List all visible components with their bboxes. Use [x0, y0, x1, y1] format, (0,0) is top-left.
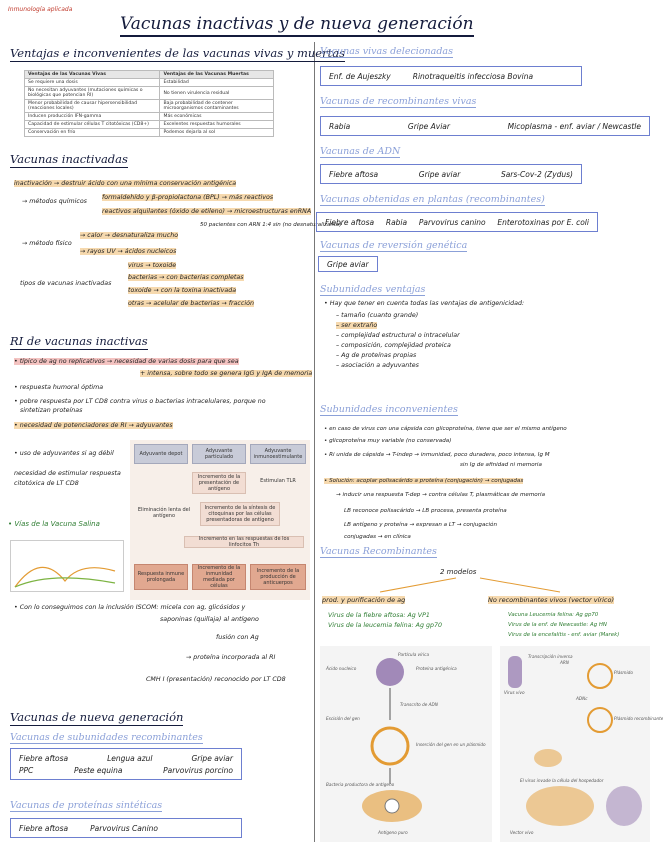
flow-box: Incremento en las respuestas de los linfocitos Th	[184, 536, 304, 548]
note-line: → método físico	[22, 240, 72, 247]
note-line: • uso de adyuvantes si ag débil	[14, 450, 114, 457]
adn-box	[320, 164, 582, 184]
flow-box: Incremento de la síntesis de citoquinas por las células presentadoras de antígeno	[200, 502, 280, 526]
note-line: tipos de vacunas inactivadas	[20, 280, 112, 287]
note-line: • Hay que tener en cuenta todas las ventajas de antigenicidad:	[324, 300, 525, 307]
table-row: Inducen producción IFN-gamma Más económicas	[25, 113, 274, 121]
note-line: CMH I (presentación) reconocido por LT CD8	[146, 676, 286, 683]
table-header: Ventajas de las Vacunas Muertas	[160, 71, 274, 79]
note-line: otras → acelular de bacterias → fracción	[128, 300, 254, 307]
adjuvant-flow-diagram	[130, 440, 310, 600]
nueva-generacion-heading: Vacunas de nueva generación	[10, 710, 184, 724]
vaccine-item: Parvovirus canino	[418, 217, 486, 227]
recombinantes-vivas-subheading: Vacunas de recombinantes vivas	[320, 96, 477, 107]
vaccine-item: Fiebre aftosa	[329, 169, 379, 179]
vaccine-item: Parvovirus Canino	[90, 823, 159, 833]
models-label: 2 modelos	[440, 568, 477, 576]
delecionadas-box	[320, 66, 582, 86]
note-line: → inducir una respuesta T-dep → contra células T, plasmáticas de memoria	[336, 492, 546, 498]
response-curve-figure	[10, 540, 124, 592]
note-line: LB reconoce polisacárido → LB procesa, presenta proteína	[344, 508, 507, 514]
note-line: bacterias → con bacterias completas	[128, 274, 244, 281]
branch-arrows	[360, 574, 620, 596]
note-line: – composición, complejidad proteica	[336, 342, 451, 349]
note-line: • típico de ag no replicativos → necesidad de varias dosis para que sea	[14, 358, 239, 365]
flow-box: Adyuvante depot	[134, 444, 188, 464]
note-line: citotóxica de LT CD8	[14, 480, 79, 487]
note-line: toxoide → con la toxina inactivada	[128, 287, 237, 294]
note-line: → métodos químicos	[22, 198, 87, 205]
note-line: fusión con Ag	[216, 634, 259, 641]
page-title: Vacunas inactivas y de nueva generación	[120, 14, 474, 37]
proteinas-subheading: Vacunas de proteínas sintéticas	[10, 800, 163, 811]
note-line: + intensa, sobre todo se genera IgG y IgA de memoria	[140, 370, 313, 377]
subunidades-subheading: Vacunas de subunidades recombinantes	[10, 732, 203, 743]
ventajas-heading: Ventajas e inconvenientes de las vacunas vivas y muertas	[10, 46, 345, 60]
note-line: → proteína incorporada al RI	[186, 654, 276, 661]
adn-subheading: Vacunas de ADN	[320, 146, 401, 157]
table-row: Conservación en frío Podemos dejarla al sol	[25, 129, 274, 137]
live-vector-figure: Virus vivo Transcripción inversa ARN ADNc Plásmido Plásmido recombinante El virus invade la célula del hospedador Vector vivo	[500, 646, 650, 842]
vaccine-item: Rabia	[385, 217, 408, 227]
table-row: Se requiere una dosis Estabilidad	[25, 79, 274, 87]
table-row: Capacidad de estimular células T citotóxicas (CD8+) Excelentes respuestas humorales	[25, 121, 274, 129]
note-line: • en caso de virus con una cápsida con glicoproteína, tiene que ser el mismo antígeno	[324, 426, 567, 432]
note-line: – complejidad estructural o intracelular	[336, 332, 460, 339]
note-line: 50 pacientes con ARN 1:4 sin (no desnaturalizante)	[200, 222, 342, 228]
note-line: → calor → desnaturaliza mucho	[80, 232, 179, 239]
flow-box: Adyuvante particulado	[192, 444, 246, 464]
vaccines-comparison-table	[24, 70, 274, 137]
note-line: Virus de la encefalitis - enf. aviar (Marek)	[508, 632, 620, 638]
vaccine-item: Micoplasma - enf. aviar / Newcastle	[507, 121, 641, 131]
flow-box: Incremento de la inmunidad mediada por células	[192, 564, 246, 590]
branch-left-label: prod. y purificación de ag	[322, 596, 406, 604]
note-line: Virus de la leucemia felina: Ag gp70	[328, 622, 442, 629]
note-line: • pobre respuesta por LT CD8 contra virus o bacterias intracelulares, porque no	[14, 398, 266, 405]
note-line: Virus de la fiebre aftosa: Ag VP1	[328, 612, 430, 619]
table-row: No necesitan adyuvantes (mutaciones químicas o biológicas que potencian RI) No tienen virulencia residual	[25, 87, 274, 100]
proteinas-box	[10, 818, 242, 838]
note-line: • Ri unida de cápsida → T-indep → inmunidad, poco duradera, poco intensa, Ig M	[324, 452, 550, 458]
flow-box: Respuesta inmune prolongada	[134, 564, 188, 590]
note-line: sin Ig de afinidad ni memoria	[460, 462, 542, 468]
flow-box: Incremento de la presentación de antígeno	[192, 472, 246, 494]
vaccine-item: PPC	[19, 765, 34, 775]
recombinant-production-figure: Partícula vírica Ácido nucleico Proteína antigénica Transcrito de ADN Escisión del gen Inserción del gen en un plásmido Bacteria productora de antígeno Antígeno puro	[320, 646, 492, 842]
recombinantes-vivas-box	[320, 116, 650, 136]
vaccine-item: Parvovirus porcino	[163, 765, 233, 775]
plantas-subheading: Vacunas obtenidas en plantas (recombinantes)	[320, 194, 545, 205]
flow-box: Adyuvante inmunoestimulante	[250, 444, 306, 464]
vaccine-item: Enf. de Aujeszky	[329, 71, 391, 81]
note-line: • glicoproteína muy variable (no conservada)	[324, 438, 452, 444]
vaccine-item: Fiebre aftosa	[325, 217, 375, 227]
vaccine-item: Rabia	[329, 121, 351, 131]
subunidades-inconvenientes-subheading: Subunidades inconvenientes	[320, 404, 458, 415]
note-line: Virus de la enf. de Newcastle: Ag HN	[508, 622, 607, 628]
curve-graphic	[11, 541, 123, 591]
note-line: – Ag de proteínas propias	[336, 352, 417, 359]
vaccine-item: Lengua azul	[107, 753, 153, 763]
note-line: necesidad de estimular respuesta	[14, 470, 121, 477]
note-line: • Solución: acoplar polisacárido a proteína (conjugación) → conjugadas	[324, 478, 524, 484]
note-line: inactivación → destruir ácido con una mínima conservación antigénica	[14, 180, 237, 187]
note-line: • respuesta humoral óptima	[14, 384, 104, 391]
plantas-box	[316, 212, 598, 232]
table-header: Ventajas de las Vacunas Vivas	[25, 71, 160, 79]
delecionadas-subheading: Vacunas vivas delecionadas	[320, 46, 453, 57]
vaccine-item: Gripe aviar	[191, 753, 233, 763]
note-line: – ser extraño	[336, 322, 378, 329]
vaccine-item: Fiebre aftosa	[19, 753, 69, 763]
note-line: LB antígeno y proteína → expresan a LT → conjugación	[344, 522, 497, 528]
inactivadas-heading: Vacunas inactivadas	[10, 152, 128, 166]
vaccine-item: Rinotraqueitis infecciosa Bovina	[412, 71, 534, 81]
subunidades-ventajas-subheading: Subunidades ventajas	[320, 284, 426, 295]
course-tag: Inmunología aplicada	[8, 6, 73, 13]
reversion-box	[318, 256, 378, 272]
note-line: – tamaño (cuanto grande)	[336, 312, 419, 319]
vaccine-item: Sars-Cov-2 (Zydus)	[500, 169, 573, 179]
note-line: • Con lo conseguimos con la inclusión ISCOM: micela con ag, glicósidos y	[14, 604, 246, 611]
vaccine-item: Gripe aviar	[418, 169, 461, 179]
note-line: – asociación a adyuvantes	[336, 362, 419, 369]
note-line: formaldehído y β-propiolactona (BPL) → más reactivos	[102, 194, 274, 201]
subunidades-box	[10, 748, 242, 780]
vaccine-item: Gripe Aviar	[407, 121, 450, 131]
note-line: virus → toxoide	[128, 262, 177, 269]
note-line: saponinas (quillaja) al antígeno	[160, 616, 259, 623]
vaccine-item: Peste equina	[73, 765, 123, 775]
flow-box: Estimulan TLR	[260, 478, 296, 484]
note-line: conjugadas → en clínica	[344, 534, 411, 540]
table-row: Menor probabilidad de causar hipersensibilidad (reacciones locales) Baja probabilidad de contener microorganismos contaminantes	[25, 100, 274, 113]
note-line: reactivos alquilantes (óxido de etileno) → microestructuras enRNA	[102, 208, 312, 215]
note-line: • Vías de la Vacuna Salina	[8, 520, 100, 528]
recombinantes-subheading: Vacunas Recombinantes	[320, 546, 437, 557]
note-line: • necesidad de potenciadores de RI → adyuvantes	[14, 422, 173, 429]
vaccine-item: Enterotoxinas por E. coli	[497, 217, 589, 227]
column-divider	[314, 42, 315, 842]
vaccine-item: Fiebre aftosa	[19, 823, 69, 833]
note-line: → rayos UV → ácidos nucleicos	[80, 248, 177, 255]
branch-right-label: No recombinantes vivos (vector vírico)	[488, 596, 614, 604]
flow-box: Incremento de la producción de anticuerpos	[250, 564, 306, 590]
note-line: sintetizan proteínas	[20, 407, 83, 414]
flow-box: Eliminación lenta del antígeno	[137, 507, 191, 519]
ri-heading: RI de vacunas inactivas	[10, 334, 148, 348]
note-line: Vacuna Leucemia felina: Ag gp70	[508, 612, 599, 618]
reversion-subheading: Vacunas de reversión genética	[320, 240, 468, 251]
vaccine-item: Gripe aviar	[327, 259, 369, 269]
